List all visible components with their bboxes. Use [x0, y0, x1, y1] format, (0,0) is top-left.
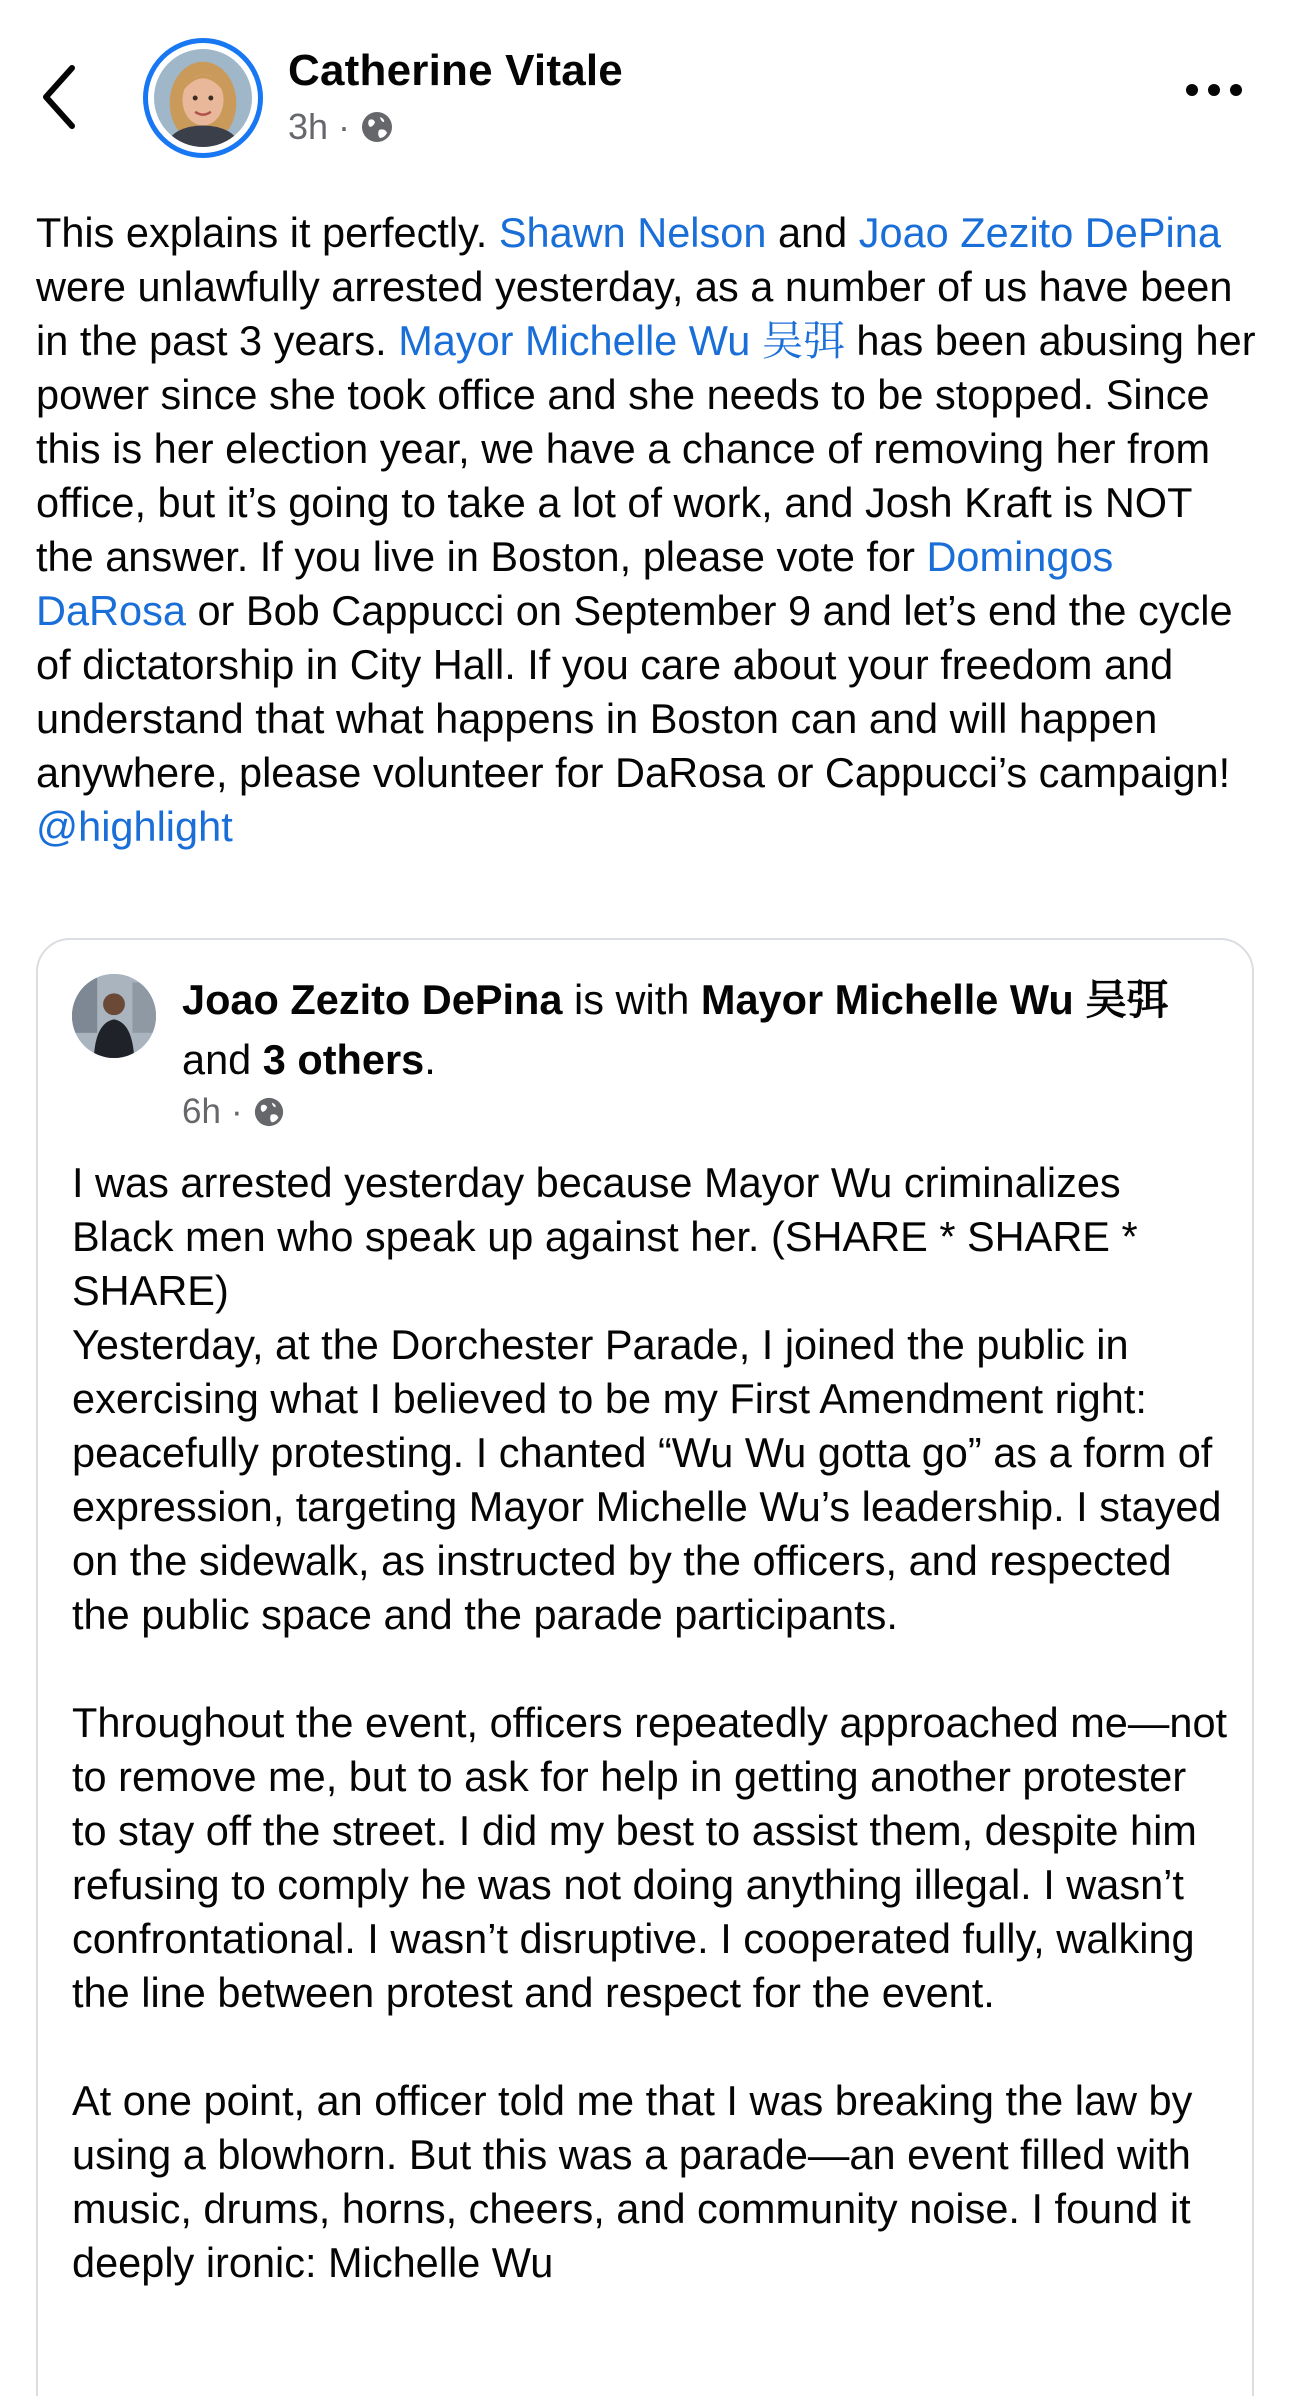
- shared-post-meta: [182, 1092, 285, 1132]
- shared-post-header: [182, 970, 1222, 1090]
- meta-separator: ·: [338, 106, 351, 147]
- and-text: and: [182, 1036, 263, 1083]
- shared-paragraph: At one point, an officer told me that I was breaking the law by using a blowhorn. But this was a parade—an event filled with music, drums, horns, cheers, and community noise. I found it deeply ironic: Michelle Wu: [72, 2077, 1193, 2286]
- period-text: .: [424, 1036, 436, 1083]
- shared-paragraph: I was arrested yesterday because Mayor Wu criminalizes Black men who speak up against her. (SHARE * SHARE * SHARE): [72, 1159, 1138, 1314]
- post-meta: [288, 106, 394, 148]
- more-options-button[interactable]: [1184, 80, 1244, 120]
- highlight-mention-link[interactable]: @highlight: [36, 803, 233, 850]
- post-text-part: and: [766, 209, 859, 256]
- post-time[interactable]: 3h: [288, 106, 329, 147]
- back-button[interactable]: [40, 62, 100, 142]
- shared-post-time[interactable]: 6h: [182, 1092, 221, 1131]
- shared-post-card[interactable]: [36, 938, 1254, 2396]
- tag-link-domingos-darosa[interactable]: Domingos DaRosa: [36, 533, 1114, 634]
- avatar-image: [154, 49, 252, 147]
- author-avatar[interactable]: [143, 38, 263, 158]
- author-name[interactable]: Catherine Vitale: [288, 46, 623, 95]
- paragraph-gap: [72, 1642, 1232, 1696]
- avatar-image: [72, 974, 156, 1058]
- tag-link-michelle-wu[interactable]: Mayor Michelle Wu 吴弭: [398, 317, 845, 364]
- meta-separator: ·: [230, 1092, 243, 1131]
- shared-paragraph: Yesterday, at the Dorchester Parade, I joined the public in exercising what I believed to be my First Amendment right: peacefully protesting. I chanted “Wu Wu gotta go” as a form of expression, targeting Mayor Michelle Wu’s leadership. I stayed on the sidewalk, as instructed by the officers, and respected the public space and the parade participants.: [72, 1321, 1222, 1638]
- shared-paragraph: Throughout the event, officers repeatedly approached me—not to remove me, but to ask for help in getting another protester to stay off the street. I did my best to assist them, despite him refusing to comply he was not doing anything illegal. I wasn’t confrontational. I wasn’t disruptive. I cooperated fully, walking the line between protest and respect for the event.: [72, 1699, 1228, 2016]
- tag-link-shawn-nelson[interactable]: Shawn Nelson: [498, 209, 767, 256]
- shared-post-text: [72, 1156, 1232, 2290]
- is-with-text: is with: [562, 976, 701, 1023]
- more-horizontal-icon: [1184, 80, 1244, 100]
- paragraph-gap: [72, 2020, 1232, 2074]
- tagged-person-link[interactable]: Mayor Michelle Wu 吴弭: [700, 976, 1169, 1023]
- post-text-part: were unlawfully arrested yesterday, as a number of us have been in the past 3 years.: [36, 263, 1233, 364]
- others-link[interactable]: 3 others: [262, 1036, 425, 1083]
- shared-author-name[interactable]: Joao Zezito DePina: [182, 976, 563, 1023]
- globe-icon: [360, 110, 394, 144]
- post-text: [36, 206, 1256, 854]
- post-text-part: This explains it perfectly.: [36, 209, 499, 256]
- shared-author-avatar[interactable]: [72, 974, 156, 1058]
- avatar: [154, 49, 252, 147]
- chevron-left-icon: [40, 62, 80, 132]
- tag-link-joao-depina[interactable]: Joao Zezito DePina: [858, 209, 1221, 256]
- globe-icon: [253, 1096, 285, 1128]
- post-text-part: or Bob Cappucci on September 9 and let’s end the cycle of dictatorship in City Hall. If you care about your freedom and understand that what happens in Boston can and will happen anywhere, please volunteer for DaRosa or Cappucci’s campaign!: [36, 587, 1233, 796]
- post-text-part: has been abusing her power since she took office and she needs to be stopped. Since this is her election year, we have a chance of removing her from office, but it’s going to take a lot of work, and Josh Kraft is NOT the answer. If you live in Boston, please vote for: [36, 317, 1256, 580]
